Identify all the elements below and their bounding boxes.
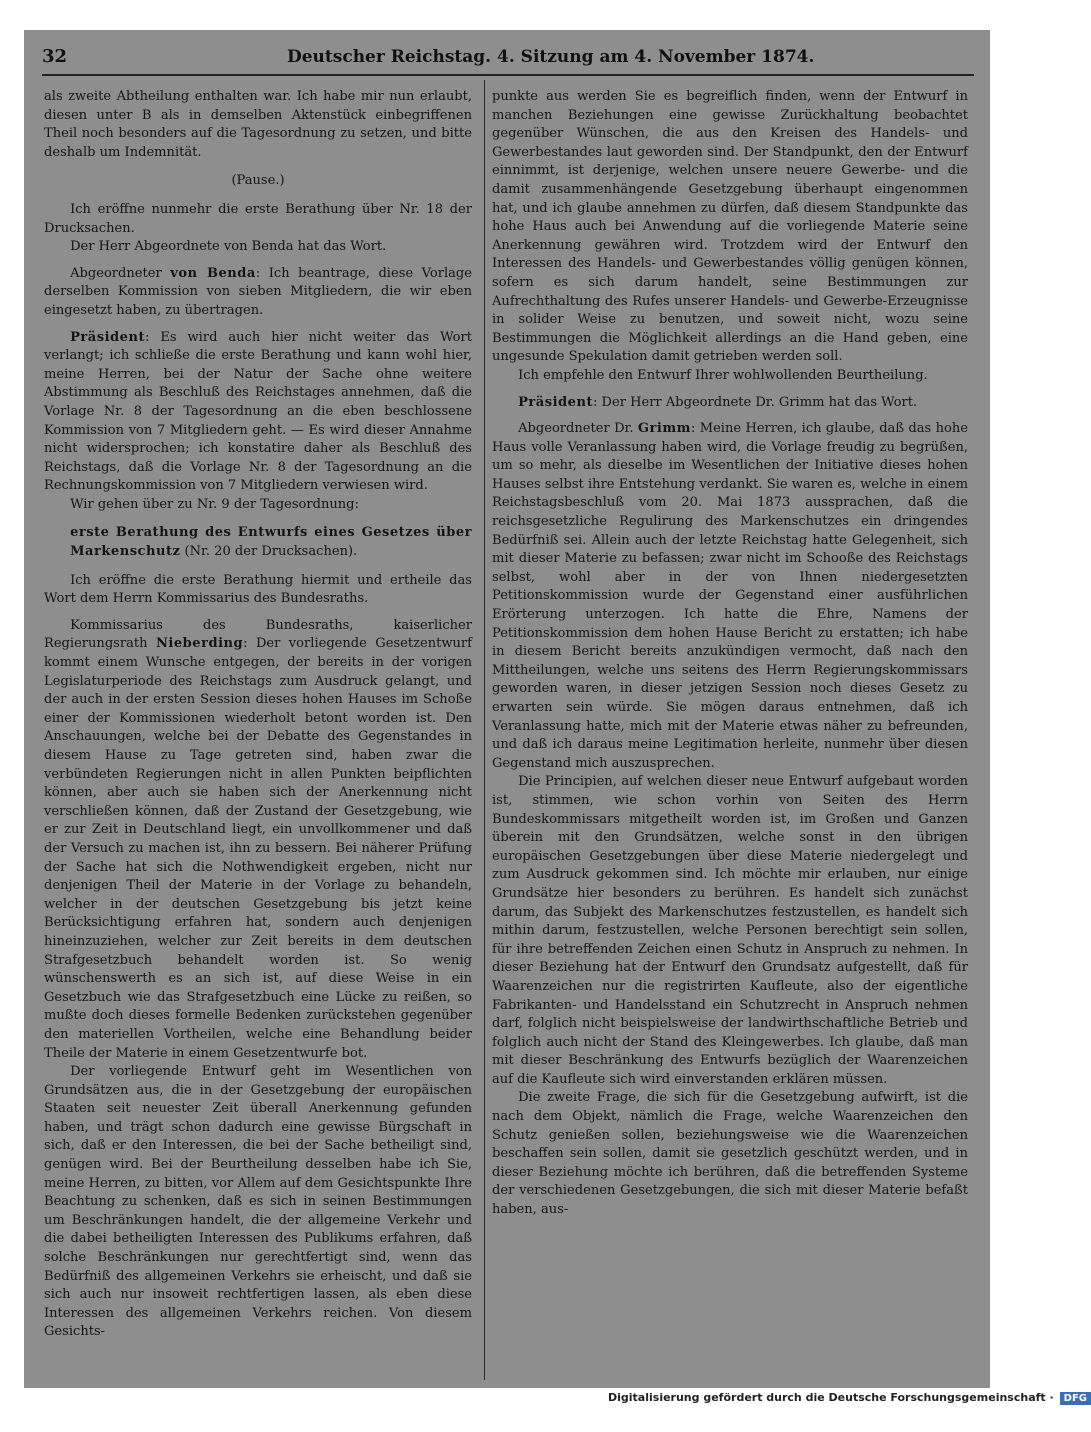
funding-text: Digitalisierung gefördert durch die Deutsche Forschungsgemeinschaft · — [608, 1391, 1054, 1404]
column-divider — [484, 80, 485, 1380]
speech-paragraph — [44, 329, 472, 496]
paragraph: Der vorliegende Entwurf geht im Wesentlichen von Grundsätzen aus, die in der Gesetzgebung der europäischen Staaten seit neuester Zeit überall Anerkennung gefunden haben, und trägt schon dadurch eine gewisse Bürgschaft in sich, daß er den Interessen, die bei der Sache betheiligt sind, genügen wird. Bei der Beurtheilung desselben habe ich Sie, meine Herren, zu bitten, vor Allem auf dem Gesichtspunkte Ihre Beachtung zu schenken, daß es sich in seinen Bestimmungen um Beschränkungen handelt, die der allgemeine Verkehr und die dabei betheiligten Interessen des Publikums erfahren, daß solche Beschränkungen nur gerechtfertigt sind, wenn das Bedürfniß des allgemeinen Verkehrs sie erheischt, und daß sie sich auch nur insoweit rechtfertigen lassen, als eben diese Interessen des allgemeinen Verkehrs reichen. Von diesem Gesichts- — [44, 1064, 472, 1340]
agenda-item — [70, 524, 472, 561]
right-column — [492, 88, 968, 1378]
paragraph: Ich eröffne nunmehr die erste Berathung über Nr. 18 der Drucksachen. — [44, 201, 472, 236]
speaker-name: Präsident — [518, 394, 593, 410]
page-header — [42, 46, 815, 72]
pause-note: (Pause.) — [231, 173, 285, 189]
speech-text: : Meine Herren, ich glaube, daß das hohe Haus volle Veranlassung haben wird, die Vorlage freudig zu begrüßen, um so mehr, als dieselbe im Wesentlichen der Initiative dieses hohen Hauses selbst ihre Entstehung verdankt. Sie waren es, welche in einem Reichstagsbeschluß vom 20. Mai 1873 aussprachen, daß die reichsgesetzliche Regulirung des Markenschutzes ein dringendes Bedürfniß sei. Allein auch der letzte Reichstag hatte Gelegenheit, sich mit dieser Materie zu befassen; zwar nicht im Schooße des Reichstags selbst, wohl aber in der von Ihnen niedergesetzten Petitionskommission wurde der Gegenstand einer ausführlichen Erörterung unterzogen. Ich hatte die Ehre, Namens der Petitionskommission dem hohen Hause Bericht zu erstatten; ich habe in diesem Bericht bereits anzukündigen vermocht, daß nach den Mittheilungen, welche uns seitens des Herrn Regierungskommissars geworden waren, in dieser jetzigen Session noch dieses Gesetz zu erwarten sein würde. Sie mögen daraus entnehmen, daß ich Veranlassung hatte, mich mit der Materie etwas näher zu befreunden, und daß ich daraus meine Legitimation herleite, nunmehr über diesen Gegenstand mich auszusprechen. — [492, 421, 968, 771]
scanned-page — [24, 30, 990, 1388]
speaker-name: Präsident — [70, 329, 145, 345]
speech-paragraph — [44, 617, 472, 1063]
speaker-name: von Benda — [170, 265, 256, 281]
dfg-logo: DFG — [1060, 1392, 1091, 1405]
paragraph: Der Herr Abgeordnete von Benda hat das Wort. — [70, 239, 387, 255]
paragraph: Die zweite Frage, die sich für die Gesetzgebung aufwirft, ist die nach dem Objekt, nämlich die Frage, welche Waarenzeichen den Schutz genießen sollen, beziehungsweise wie die Waarenzeichen beschaffen sein sollen, damit sie gesetzlich geschützt werden, und in dieser Beziehung möchte ich berühren, daß die betreffenden Systeme der verschiedenen Gesetzgebungen, die sich mit dieser Materie befaßt haben, aus- — [492, 1090, 968, 1218]
speaker-name: Nieberding — [155, 636, 244, 652]
agenda-title: erste Berathung des Entwurfs eines Gesetzes über Markenschutz — [70, 525, 472, 560]
funding-footer — [608, 1391, 1091, 1411]
agenda-reference: (Nr. 20 der Drucksachen). — [180, 544, 358, 560]
paragraph: Die Principien, auf welchen dieser neue Entwurf aufgebaut worden ist, stimmen, wie schon vorhin von Seiten des Herrn Bundeskommissars mitgetheilt worden ist, im Großen und Ganzen überein mit den Grundsätzen, welche sonst in den übrigen europäischen Gesetzgebungen über diese Materie niedergelegt und zum Ausdruck gekommen sind. Ich möchte mir erlauben, nur einige Grundsätze hier besonders zu berühren. Es handelt sich zunächst darum, das Subjekt des Markenschutzes festzustellen, es handelt sich mithin darum, festzustellen, welche Personen berechtigt sein sollen, für ihre betreffenden Zeichen einen Schutz in Anspruch zu nehmen. In dieser Beziehung hat der Entwurf den Grundsatz aufgestellt, daß für Waarenzeichen nur die registrirten Kaufleute, also der eigentliche Fabrikanten- und Handelsstand ein Schutzrecht in Anspruch nehmen darf, folglich nicht beispielsweise der landwirthschaftliche Betrieb und folglich auch nicht der Stand des Kleingewerbes. Ich glaube, daß man mit dieser Beschränkung des Entwurfs bezüglich der Waarenzeichen auf die Kaufleute sich wird einverstanden erklären müssen. — [492, 774, 968, 1087]
paragraph: Wir gehen über zu Nr. 9 der Tagesordnung: — [70, 496, 359, 512]
speech-paragraph — [492, 394, 968, 413]
running-title: Deutscher Reichstag. 4. Sitzung am 4. November 1874. — [287, 47, 815, 67]
speaker-name: Grimm — [637, 421, 691, 437]
paragraph: punkte aus werden Sie es begreiflich finden, wenn der Entwurf in manchen Beziehungen eine gewisse Zurückhaltung beobachtet gegenüber Wünschen, die aus den Kreisen des Handels- und Gewerbestandes laut geworden sind. Der Standpunkt, den der Entwurf einnimmt, ist derjenige, welchen unsere neuere Gewerbe- und die damit zusammenhängende Gesetzgebung überhaupt eingenommen hat, und ich glaube annehmen zu dürfen, daß diesem Standpunkte das hohe Haus auch bei Anwendung auf die vorliegende Materie seine Anerkennung gewähren wird. Trotzdem wird der Entwurf den Interessen des Handels- und Gewerbestandes völlig genügen können, sofern es sich darum handelt, seine Bestimmungen zur Aufrechthaltung des Rufes unserer Handels- und Gewerbe-Erzeugnisse in solider Weise zu benutzen, und soweit nicht, wozu seine Bestimmungen die Möglichkeit allerdings an die Hand geben, eine ungesunde Spekulation damit getrieben werden soll. — [492, 89, 968, 365]
speech-paragraph — [492, 420, 968, 773]
speaker-role: Abgeordneter — [70, 265, 171, 281]
page-number: 32 — [42, 46, 68, 67]
left-column — [44, 88, 472, 1378]
speaker-role: Abgeordneter Dr. — [518, 421, 638, 437]
speech-text: : Ich beantrage, diese Vorlage derselben Kommission von sieben Mitgliedern, die wir eben eingesetzt haben, zu übertragen. — [44, 265, 472, 318]
speech-paragraph — [44, 265, 472, 321]
speech-text: : Der vorliegende Gesetzentwurf kommt einem Wunsche entgegen, der bereits in der vorigen Legislaturperiode des Reichstags zum Ausdruck gelangt, und der auch in der ersten Session dieses hohen Hauses im Schoße einer der Kommissionen wiederholt betont worden ist. Den Anschauungen, welche bei der Debatte des Gegenstandes in diesem Hause zu Tage getreten sind, haben zwar die verbündeten Regierungen nicht in allen Punkten beipflichten können, aber auch sie haben sich der Anerkennung nicht verschließen können, daß der Zustand der Gesetzgebung, wie er zur Zeit in Deutschland liegt, ein unvollkommener und daß der Versuch zu machen ist, ihn zu bessern. Bei näherer Prüfung der Sache hat sich die Nothwendigkeit ergeben, nicht nur denjenigen Theil der Materie in der Vorlage zu behandeln, welcher in der deutschen Gesetzgebung bis jetzt keine Berücksichtigung erfahren hat, sondern auch denjenigen hineinzuziehen, welcher zur Zeit bereits in dem deutschen Strafgesetzbuch behandelt worden ist. So wenig wünschenswerth es an sich ist, auf diese Weise in ein Gesetzbuch wie das Strafgesetzbuch eine Lücke zu reißen, so mußte doch dieses formelle Bedenken zurückstehen gegenüber den materiellen Vortheilen, welche eine Behandlung beider Theile der Materie in einem Gesetzentwurfe bot. — [44, 636, 472, 1061]
speaker-role: Kommissarius des Bundesraths, kaiserlicher Regierungsrath — [44, 617, 472, 652]
paragraph: Ich eröffne die erste Berathung hiermit und ertheile das Wort dem Herrn Kommissarius des Bundesraths. — [44, 572, 472, 607]
header-rule — [42, 74, 974, 76]
paragraph: als zweite Abtheilung enthalten war. Ich habe mir nun erlaubt, diesen unter B als in demselben Aktenstück einbegriffenen Theil noch besonders auf die Tagesordnung zu setzen, und bitte deshalb um Indemnität. — [44, 89, 472, 160]
speech-text: : Es wird auch hier nicht weiter das Wort verlangt; ich schließe die erste Berathung und kann wohl hier, meine Herren, bei der Natur der Sache ohne weitere Abstimmung als Beschluß des Reichstages annehmen, daß die Vorlage Nr. 8 der Tagesordnung an die eben beschlossene Kommission von 7 Mitgliedern geht. — Es wird dieser Annahme nicht widersprochen; ich konstatire daher als Beschluß des Reichstags, daß die Vorlage Nr. 8 der Tagesordnung an die Rechnungskommission von 7 Mitgliedern verwiesen wird. — [44, 329, 472, 494]
speech-text: : Der Herr Abgeordnete Dr. Grimm hat das Wort. — [592, 394, 918, 410]
paragraph: Ich empfehle den Entwurf Ihrer wohlwollenden Beurtheilung. — [518, 367, 928, 383]
